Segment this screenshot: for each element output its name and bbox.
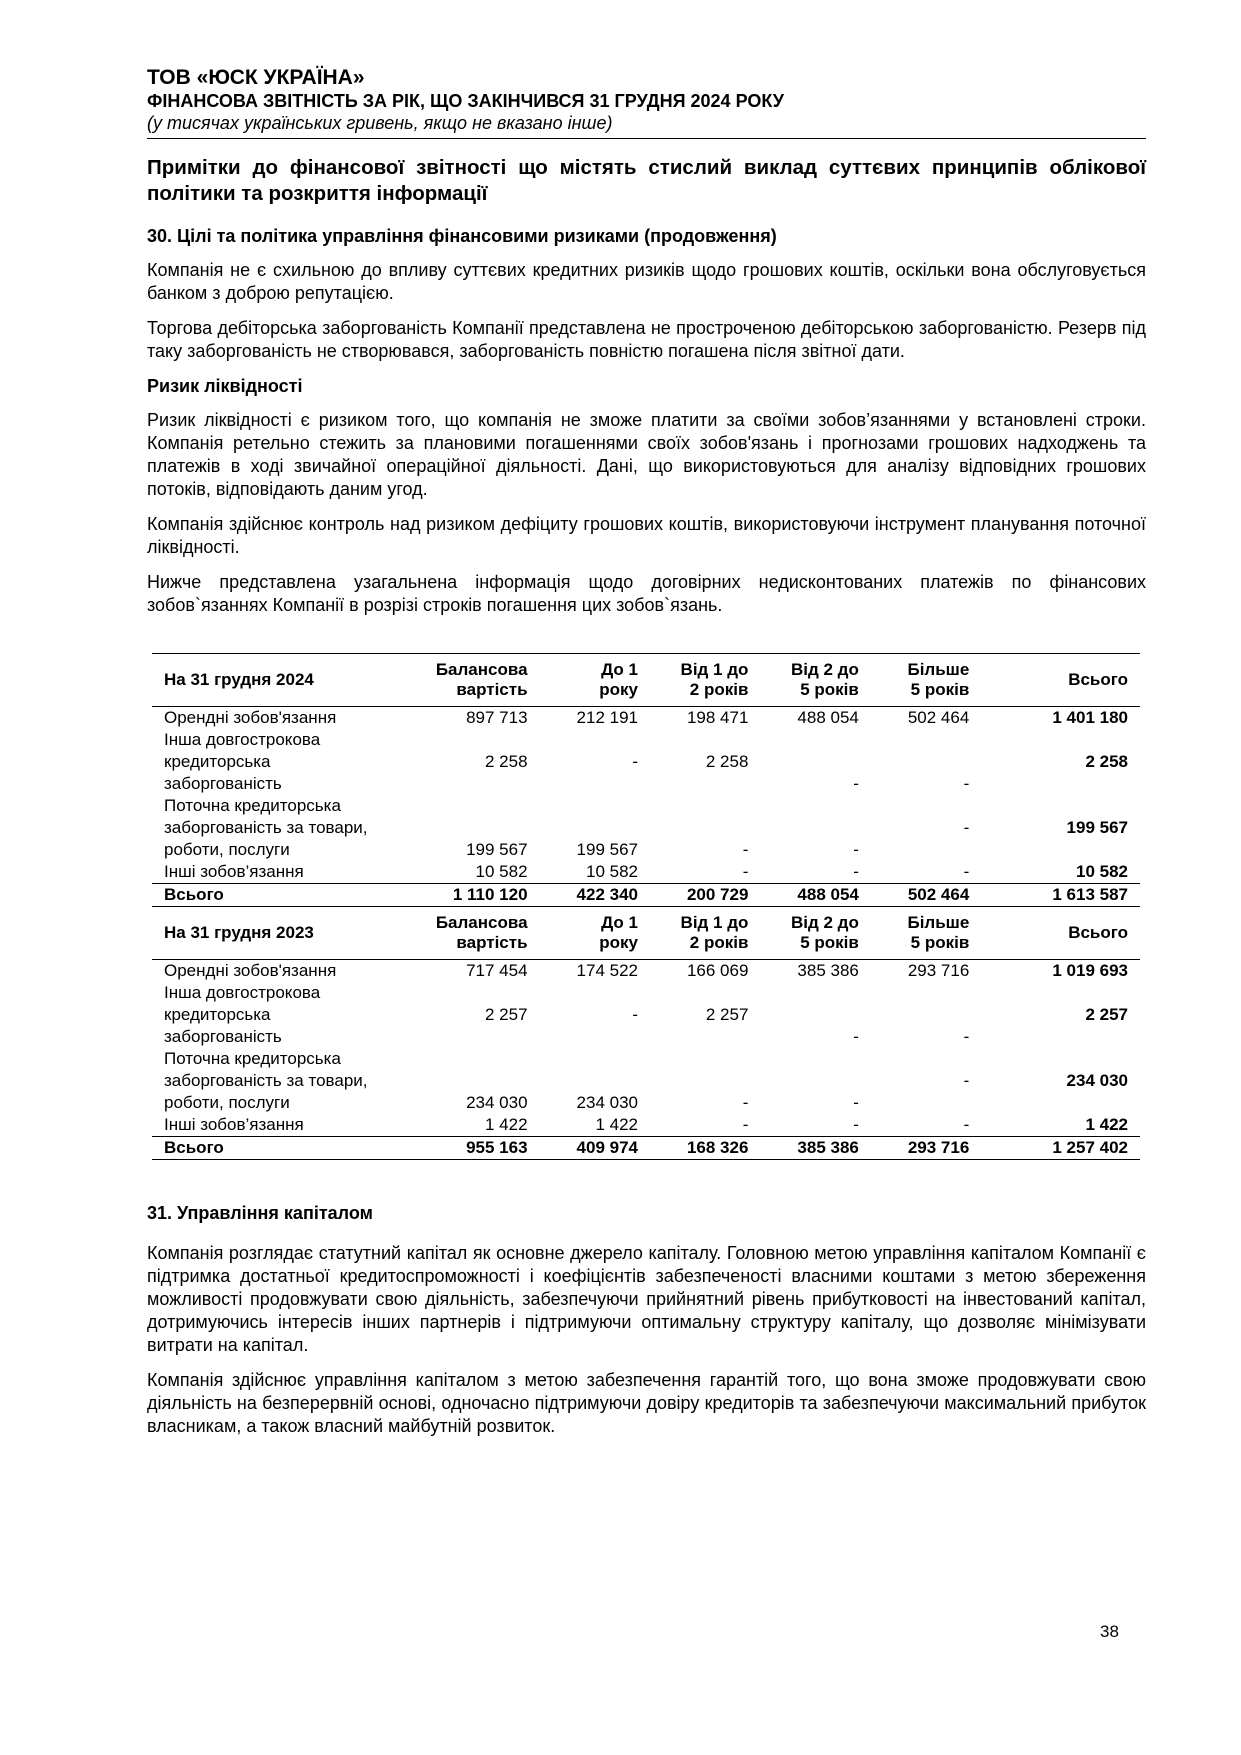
table-cell <box>540 795 650 817</box>
cell-line: Більше <box>907 913 970 932</box>
total-cell: 385 386 <box>760 1137 870 1160</box>
row-label: Орендні зобов'язання <box>164 961 337 980</box>
header-divider <box>147 138 1146 139</box>
section-31-paragraph-1: Компанія розглядає статутний капітал як основне джерело капіталу. Головною метою управління капіталом Компанії є підтримка достатньої кредитоспроможності і коефіцієнтів забезпеченості власними коштами з метою збереження можливості продовжувати свою діяльність, забезпечуючи прийнятний рівень прибутковості на інвестований капітал, дотримуючись інтересів інших партнерів і підтримуючи оптимальну структуру капіталу, що дозволяє мінімізувати витрати на капітал. <box>147 1243 1146 1355</box>
table-row <box>152 839 1140 861</box>
section-30-paragraph-3: Ризик ліквідності є ризиком того, що компанія не зможе платити за своїми зобов’язаннями у встановлені строки. Компанія ретельно стежить за плановими погашеннями своїх зобов'язань і прогнозами грошових надходжень та платежів в ході звичайної операційної діяльності. Дані, що використовуються для аналізу відповідних грошових потоків, відповідають даним угод. <box>147 410 1146 499</box>
row-label: кредиторська <box>164 1005 271 1024</box>
section-31-paragraph-2: Компанія здійснює управління капіталом з метою забезпечення гарантій того, що вона зможе продовжувати свою діяльність на безперервній основі, одночасно підтримуючи довіру кредиторів та забезпечуючи максимальний прибуток власникам, а також власний майбутній розвиток. <box>147 1370 1146 1436</box>
table-cell <box>871 1048 981 1070</box>
total-cell: 1 110 120 <box>417 884 539 907</box>
table-cell <box>760 1004 870 1026</box>
cell-line: 5 років <box>800 933 859 952</box>
column-header <box>871 654 981 707</box>
table-row <box>152 1070 1140 1092</box>
total-cell: 293 716 <box>871 1137 981 1160</box>
table-cell <box>871 729 981 751</box>
table-cell: - <box>742 862 749 881</box>
table-cell <box>417 1026 539 1048</box>
total-cell: 200 729 <box>650 884 760 907</box>
table-cell: - <box>963 862 970 881</box>
table-cell: - <box>853 840 859 859</box>
document-page <box>147 66 1146 1438</box>
cell-line: року <box>599 680 638 699</box>
table-cell: 717 454 <box>466 961 528 980</box>
cell-line: Балансова <box>435 660 528 679</box>
table-cell <box>417 729 539 751</box>
column-header <box>760 907 870 960</box>
period-label: На 31 грудня 2023 <box>152 907 417 960</box>
table-cell <box>417 1070 539 1092</box>
table-cell: 2 257 <box>1085 1005 1128 1024</box>
row-label: заборгованість за товари, <box>164 818 368 837</box>
table-cell: - <box>963 1115 970 1134</box>
table-cell <box>981 773 1140 795</box>
row-label: Інші зобов’язання <box>164 1115 304 1134</box>
column-header <box>540 654 650 707</box>
table-cell: 10 582 <box>585 862 638 881</box>
table-cell: - <box>963 774 970 793</box>
table-cell: 234 030 <box>466 1093 528 1112</box>
table-cell <box>650 729 760 751</box>
cell-line: Всього <box>1068 670 1128 689</box>
table-cell: - <box>963 1027 970 1046</box>
column-header <box>871 907 981 960</box>
row-label: роботи, послуги <box>164 840 290 859</box>
table-cell <box>650 982 760 1004</box>
table-cell: 2 257 <box>485 1005 528 1024</box>
column-header <box>417 907 539 960</box>
table-cell <box>417 982 539 1004</box>
cell-line: вартість <box>456 933 528 952</box>
total-label: Всього <box>152 884 417 907</box>
table-cell: 2 258 <box>705 752 749 771</box>
table-cell <box>540 1048 650 1070</box>
table-cell: 385 386 <box>797 961 859 980</box>
column-header <box>981 654 1140 707</box>
table-cell: - <box>742 1115 749 1134</box>
table-cell <box>981 1092 1140 1114</box>
report-title: ФІНАНСОВА ЗВІТНІСТЬ ЗА РІК, ЩО ЗАКІНЧИВСЯ 31 ГРУДНЯ 2024 РОКУ <box>147 91 784 111</box>
table-cell: - <box>742 1093 749 1112</box>
table-cell: 234 030 <box>1066 1071 1128 1090</box>
table-cell <box>981 982 1140 1004</box>
column-header <box>540 907 650 960</box>
cell-line: Більше <box>907 660 970 679</box>
table-cell: - <box>853 774 859 793</box>
table-cell <box>650 1070 760 1092</box>
table-row <box>152 982 1140 1004</box>
section-30-paragraph-2: Торгова дебіторська заборгованість Компанії представлена не простроченою дебіторською заборгованістю. Резерв під таку заборгованість не створювався, заборгованість повністю погашена після звітної дати. <box>147 318 1146 361</box>
column-header <box>760 654 870 707</box>
table-cell: 198 471 <box>686 708 749 727</box>
table-row <box>152 1114 1140 1137</box>
table-cell <box>871 839 981 861</box>
table-cell <box>540 982 650 1004</box>
row-label: Інша довгострокова <box>164 983 321 1002</box>
liquidity-risk-title: Ризик ліквідності <box>147 376 303 396</box>
table-cell: - <box>853 1093 859 1112</box>
row-label: Поточна кредиторська <box>164 796 341 815</box>
table-cell: 1 401 180 <box>1052 708 1128 727</box>
table-cell <box>650 795 760 817</box>
cell-line: Балансова <box>435 913 528 932</box>
row-label: Інші зобов’язання <box>164 862 304 881</box>
row-label: заборгованість <box>164 774 282 793</box>
company-name: ТОВ «ЮСК УКРАЇНА» <box>147 66 365 89</box>
table-cell: 502 464 <box>907 708 970 727</box>
total-cell: 168 326 <box>650 1137 760 1160</box>
table-cell: 212 191 <box>576 708 638 727</box>
section-31-title: 31. Управління капіталом <box>147 1203 373 1223</box>
cell-line: 2 років <box>689 680 749 699</box>
row-label: заборгованість <box>164 1027 282 1046</box>
cell-line: 5 років <box>800 680 859 699</box>
table-cell <box>871 1004 981 1026</box>
table-header-row <box>152 654 1140 707</box>
table-cell: 10 582 <box>1076 862 1128 881</box>
table-cell <box>871 751 981 773</box>
period-label: На 31 грудня 2024 <box>152 654 417 707</box>
notes-title: Примітки до фінансової звітності що містять стислий виклад суттєвих принципів облікової політики та розкриття інформації <box>147 156 1146 205</box>
table-cell <box>650 773 760 795</box>
total-cell: 1 613 587 <box>981 884 1140 907</box>
section-30-paragraph-5: Нижче представлена узагальнена інформація щодо договірних недисконтованих платежів по фінансових зобов`язаннях Компанії в розрізі строків погашення цих зобов`язань. <box>147 572 1146 615</box>
row-label: заборгованість за товари, <box>164 1071 368 1090</box>
table-cell: 2 258 <box>1085 752 1128 771</box>
table-cell: 199 567 <box>466 840 528 859</box>
table-cell <box>650 1026 760 1048</box>
table-cell: 199 567 <box>1066 818 1128 837</box>
page-number: 38 <box>1100 1622 1119 1641</box>
table-cell: 488 054 <box>797 708 859 727</box>
table-row <box>152 751 1140 773</box>
table-cell <box>540 1070 650 1092</box>
table-cell <box>540 773 650 795</box>
table-cell: 166 069 <box>686 961 749 980</box>
table-cell <box>871 795 981 817</box>
row-label: Інша довгострокова <box>164 730 321 749</box>
table-cell: - <box>963 818 970 837</box>
total-cell: 1 257 402 <box>981 1137 1140 1160</box>
table-row <box>152 707 1140 730</box>
liabilities-maturity-table <box>152 653 1140 1160</box>
table-cell <box>981 729 1140 751</box>
table-cell <box>760 751 870 773</box>
table-row <box>152 1048 1140 1070</box>
table-cell <box>650 1048 760 1070</box>
section-30-title: 30. Цілі та політика управління фінансовими ризиками (продовження) <box>147 226 777 246</box>
table-cell: - <box>632 1005 638 1024</box>
table-cell: 2 257 <box>705 1005 749 1024</box>
table-row <box>152 1026 1140 1048</box>
table-row <box>152 817 1140 839</box>
table-cell: - <box>853 1027 859 1046</box>
table-cell: 293 716 <box>907 961 970 980</box>
table-cell: 897 713 <box>466 708 528 727</box>
table-cell <box>981 795 1140 817</box>
total-cell: 502 464 <box>871 884 981 907</box>
table-row <box>152 1004 1140 1026</box>
total-cell: 422 340 <box>540 884 650 907</box>
table-header-row <box>152 907 1140 960</box>
total-cell: 488 054 <box>760 884 870 907</box>
table-cell <box>871 982 981 1004</box>
table-cell: - <box>963 1071 970 1090</box>
table-cell <box>760 795 870 817</box>
column-header <box>650 654 760 707</box>
table-row <box>152 773 1140 795</box>
table-cell <box>417 795 539 817</box>
table-cell <box>760 817 870 839</box>
cell-line: 5 років <box>910 933 970 952</box>
section-30-paragraph-1: Компанія не є схильною до впливу суттєвих кредитних ризиків щодо грошових коштів, оскільки вона обслуговується банком з доброю репутацією. <box>147 260 1146 303</box>
table-cell: 1 422 <box>485 1115 528 1134</box>
table-cell <box>760 1048 870 1070</box>
table-row <box>152 1092 1140 1114</box>
cell-line: 5 років <box>910 680 970 699</box>
table-row <box>152 960 1140 983</box>
table-cell <box>760 1070 870 1092</box>
table-cell <box>417 817 539 839</box>
row-label: Орендні зобов'язання <box>164 708 337 727</box>
table-cell <box>760 982 870 1004</box>
table-row <box>152 729 1140 751</box>
table-cell <box>981 1026 1140 1048</box>
cell-line: вартість <box>456 680 528 699</box>
table-cell: - <box>632 752 638 771</box>
units-note: (у тисячах українських гривень, якщо не вказано інше) <box>147 113 613 133</box>
table-cell: 1 422 <box>595 1115 638 1134</box>
table-cell: 234 030 <box>576 1093 638 1112</box>
table-total-row <box>152 1137 1140 1160</box>
table-cell: 10 582 <box>475 862 528 881</box>
table-cell <box>760 729 870 751</box>
column-header <box>650 907 760 960</box>
table-cell: - <box>853 862 859 881</box>
cell-line: До 1 <box>601 913 638 932</box>
table-cell <box>540 729 650 751</box>
cell-line: Від 2 до <box>790 660 859 679</box>
column-header <box>417 654 539 707</box>
table-cell: 199 567 <box>576 840 638 859</box>
cell-line: року <box>599 933 638 952</box>
cell-line: Від 2 до <box>790 913 859 932</box>
table-cell <box>981 839 1140 861</box>
cell-line: Від 1 до <box>680 913 749 932</box>
column-header <box>981 907 1140 960</box>
row-label: Поточна кредиторська <box>164 1049 341 1068</box>
table-cell <box>981 1048 1140 1070</box>
table-cell: 2 258 <box>485 752 528 771</box>
table-cell: 1 019 693 <box>1052 961 1128 980</box>
table-cell <box>417 1048 539 1070</box>
row-label: роботи, послуги <box>164 1093 290 1112</box>
table-total-row <box>152 884 1140 907</box>
table-cell <box>540 1026 650 1048</box>
table-row <box>152 795 1140 817</box>
table-cell: 1 422 <box>1085 1115 1128 1134</box>
cell-line: Від 1 до <box>680 660 749 679</box>
table-cell <box>417 773 539 795</box>
table-cell: 174 522 <box>576 961 638 980</box>
row-label: кредиторська <box>164 752 271 771</box>
total-cell: 955 163 <box>417 1137 539 1160</box>
table-cell <box>540 817 650 839</box>
table-cell <box>871 1092 981 1114</box>
table-row <box>152 861 1140 884</box>
total-cell: 409 974 <box>540 1137 650 1160</box>
table-cell: - <box>853 1115 859 1134</box>
table-cell <box>650 817 760 839</box>
cell-line: Всього <box>1068 923 1128 942</box>
table-cell: - <box>742 840 749 859</box>
section-30-paragraph-4: Компанія здійснює контроль над ризиком дефіциту грошових коштів, використовуючи інструмент планування поточної ліквідності. <box>147 514 1146 557</box>
total-label: Всього <box>152 1137 417 1160</box>
cell-line: До 1 <box>601 660 638 679</box>
cell-line: 2 років <box>689 933 749 952</box>
